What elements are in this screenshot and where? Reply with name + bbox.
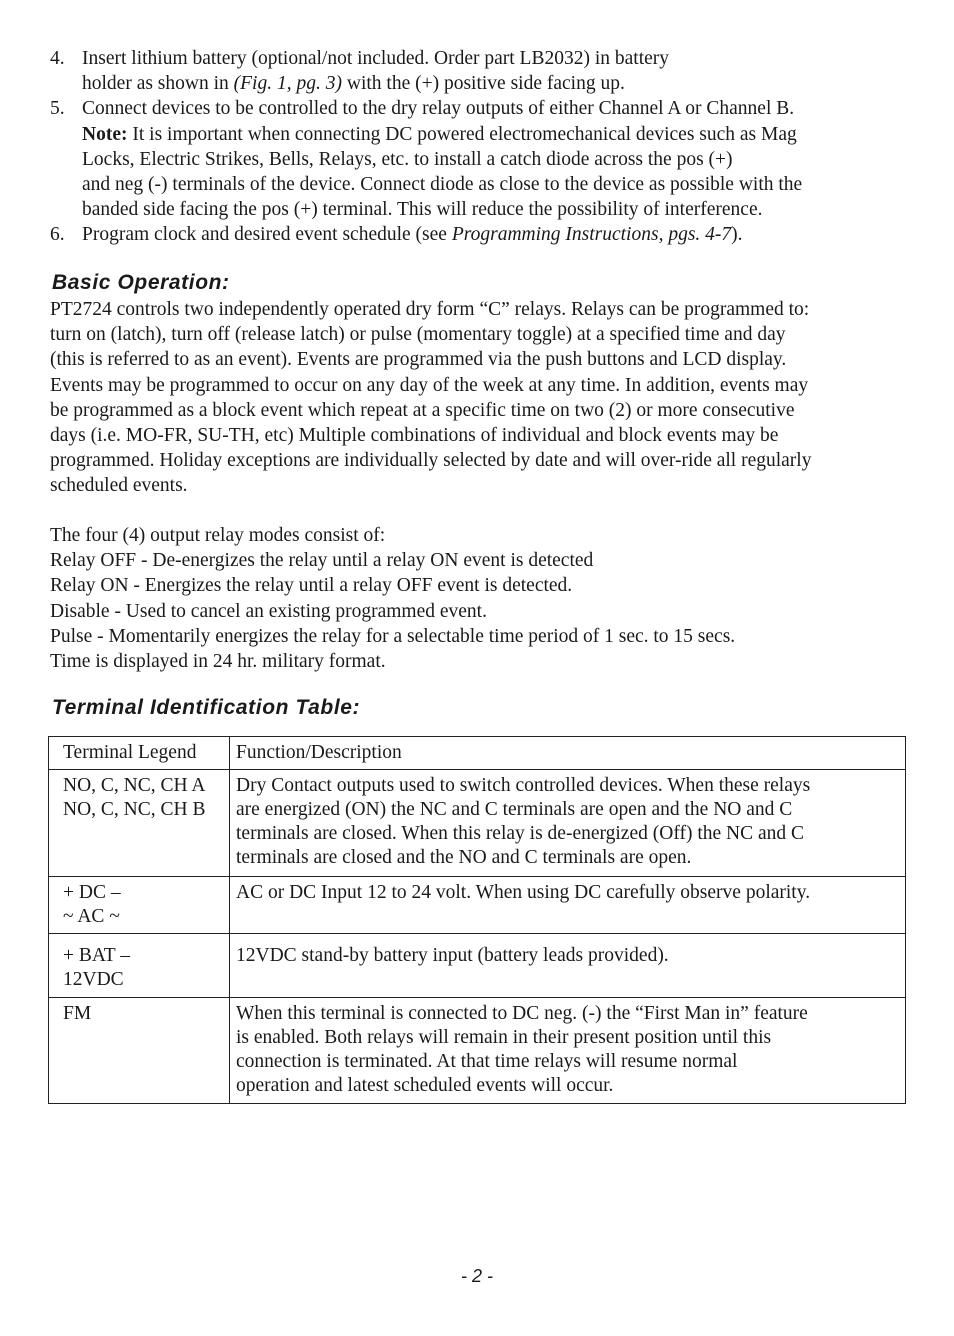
cell-line: is enabled. Both relays will remain in their present position until this (236, 1027, 772, 1048)
cell-line: 12VDC (63, 969, 124, 990)
table-header-cell: Function/Description (230, 737, 906, 770)
list-item (50, 96, 910, 222)
paragraph-line: PT2724 controls two independently operated dry form “C” relays. Relays can be programmed to: (50, 299, 810, 320)
note-label: Note: (82, 123, 128, 145)
paragraph-line: programmed. Holiday exceptions are individually selected by date and will over-ride all regularly (50, 450, 812, 472)
cell-line: ~ AC ~ (63, 906, 120, 927)
step-text-fragment: It is important when connecting DC powered electromechanical devices such as Mag (127, 123, 797, 145)
cell-line: connection is terminated. At that time relays will resume normal (236, 1051, 738, 1072)
cell-line: FM (63, 1003, 92, 1024)
paragraph-line: Pulse - Momentarily energizes the relay for a selectable time period of 1 sec. to 15 secs. (50, 625, 736, 647)
table-cell-description (230, 770, 906, 877)
cell-line: NO, C, NC, CH B (63, 799, 206, 820)
step-line (82, 122, 910, 147)
table-cell-description (230, 934, 906, 998)
cell-line: terminals are closed and the NO and C terminals are open. (236, 847, 692, 868)
step-line: Connect devices to be controlled to the dry relay outputs of either Channel A or Channel B. (82, 98, 795, 120)
paragraph-line: scheduled events. (50, 475, 188, 497)
table-header-row (49, 737, 906, 770)
cell-line: NO, C, NC, CH A (63, 775, 206, 796)
step-text-fragment: ). (731, 224, 743, 246)
table-row (49, 770, 906, 877)
table-row (49, 934, 906, 998)
paragraph-line: (this is referred to as an event). Events are programmed via the push buttons and LCD display. (50, 349, 787, 371)
step-number: 6. (50, 224, 65, 246)
table-cell-legend (49, 770, 230, 877)
paragraph-line: The four (4) output relay modes consist of: (50, 525, 386, 546)
paragraph-line: Time is displayed in 24 hr. military format. (50, 651, 386, 673)
cell-line: are energized (ON) the NC and C terminals are open and the NO and C (236, 799, 793, 820)
paragraph-line: be programmed as a block event which repeat at a specific time on two (2) or more consecutive (50, 399, 795, 421)
step-text (82, 96, 910, 222)
basic-operation-paragraph (50, 297, 910, 499)
paragraph-line: Disable - Used to cancel an existing programmed event. (50, 600, 487, 622)
basic-operation-heading: Basic Operation: (52, 271, 230, 294)
cell-line: 12VDC stand-by battery input (battery leads provided). (236, 945, 669, 966)
cell-line: Dry Contact outputs used to switch controlled devices. When these relays (236, 775, 811, 796)
figure-reference: (Fig. 1, pg. 3) (233, 73, 342, 95)
table-row (49, 998, 906, 1104)
page-number: - 2 - (460, 1266, 493, 1286)
step-line (82, 222, 910, 247)
cell-line: operation and latest scheduled events will occur. (236, 1075, 614, 1096)
step-line: and neg (-) terminals of the device. Connect diode as close to the device as possible with the (82, 174, 803, 196)
paragraph-line: Events may be programmed to occur on any day of the week at any time. In addition, events may (50, 374, 809, 396)
table-cell-legend (49, 877, 230, 934)
table-header-cell: Terminal Legend (49, 737, 230, 770)
table-cell-description (230, 998, 906, 1104)
programming-reference: Programming Instructions, pgs. 4-7 (451, 224, 732, 246)
cell-line: When this terminal is connected to DC neg. (-) the “First Man in” feature (236, 1003, 808, 1024)
step-text-fragment: with the (+) positive side facing up. (341, 73, 625, 95)
step-line: Insert lithium battery (optional/not included. Order part LB2032) in battery (82, 48, 670, 69)
cell-line: AC or DC Input 12 to 24 volt. When using DC carefully observe polarity. (236, 882, 811, 903)
list-item (50, 46, 910, 96)
step-line (82, 71, 910, 96)
table-cell-legend (49, 934, 230, 998)
step-text-fragment: holder as shown in (82, 73, 234, 95)
paragraph-line: days (i.e. MO-FR, SU-TH, etc) Multiple combinations of individual and block events may be (50, 425, 779, 447)
paragraph-line: Relay ON - Energizes the relay until a relay OFF event is detected. (50, 575, 573, 597)
paragraph-line: turn on (latch), turn off (release latch) or pulse (momentary toggle) at a specified time and day (50, 324, 786, 346)
list-item (50, 222, 910, 247)
step-number: 4. (50, 48, 65, 69)
installation-steps-list (50, 46, 910, 248)
table-cell-legend (49, 998, 230, 1104)
table-row (49, 877, 906, 934)
step-line: banded side facing the pos (+) terminal. This will reduce the possibility of interference. (82, 199, 763, 221)
step-line: Locks, Electric Strikes, Bells, Relays, etc. to install a catch diode across the pos (+) (82, 148, 733, 170)
terminal-table-heading: Terminal Identification Table: (52, 696, 361, 719)
cell-line: terminals are closed. When this relay is de-energized (Off) the NC and C (236, 823, 805, 844)
step-text (82, 46, 910, 96)
table-cell-description (230, 877, 906, 934)
step-number: 5. (50, 98, 65, 120)
terminal-identification-table (48, 736, 906, 1104)
step-text-fragment: Program clock and desired event schedule (see (82, 224, 452, 246)
relay-modes-paragraph (50, 523, 910, 674)
cell-line: + DC – (63, 882, 121, 903)
cell-line: + BAT – (63, 945, 130, 966)
paragraph-line: Relay OFF - De-energizes the relay until a relay ON event is detected (50, 550, 594, 572)
step-text (82, 222, 910, 247)
